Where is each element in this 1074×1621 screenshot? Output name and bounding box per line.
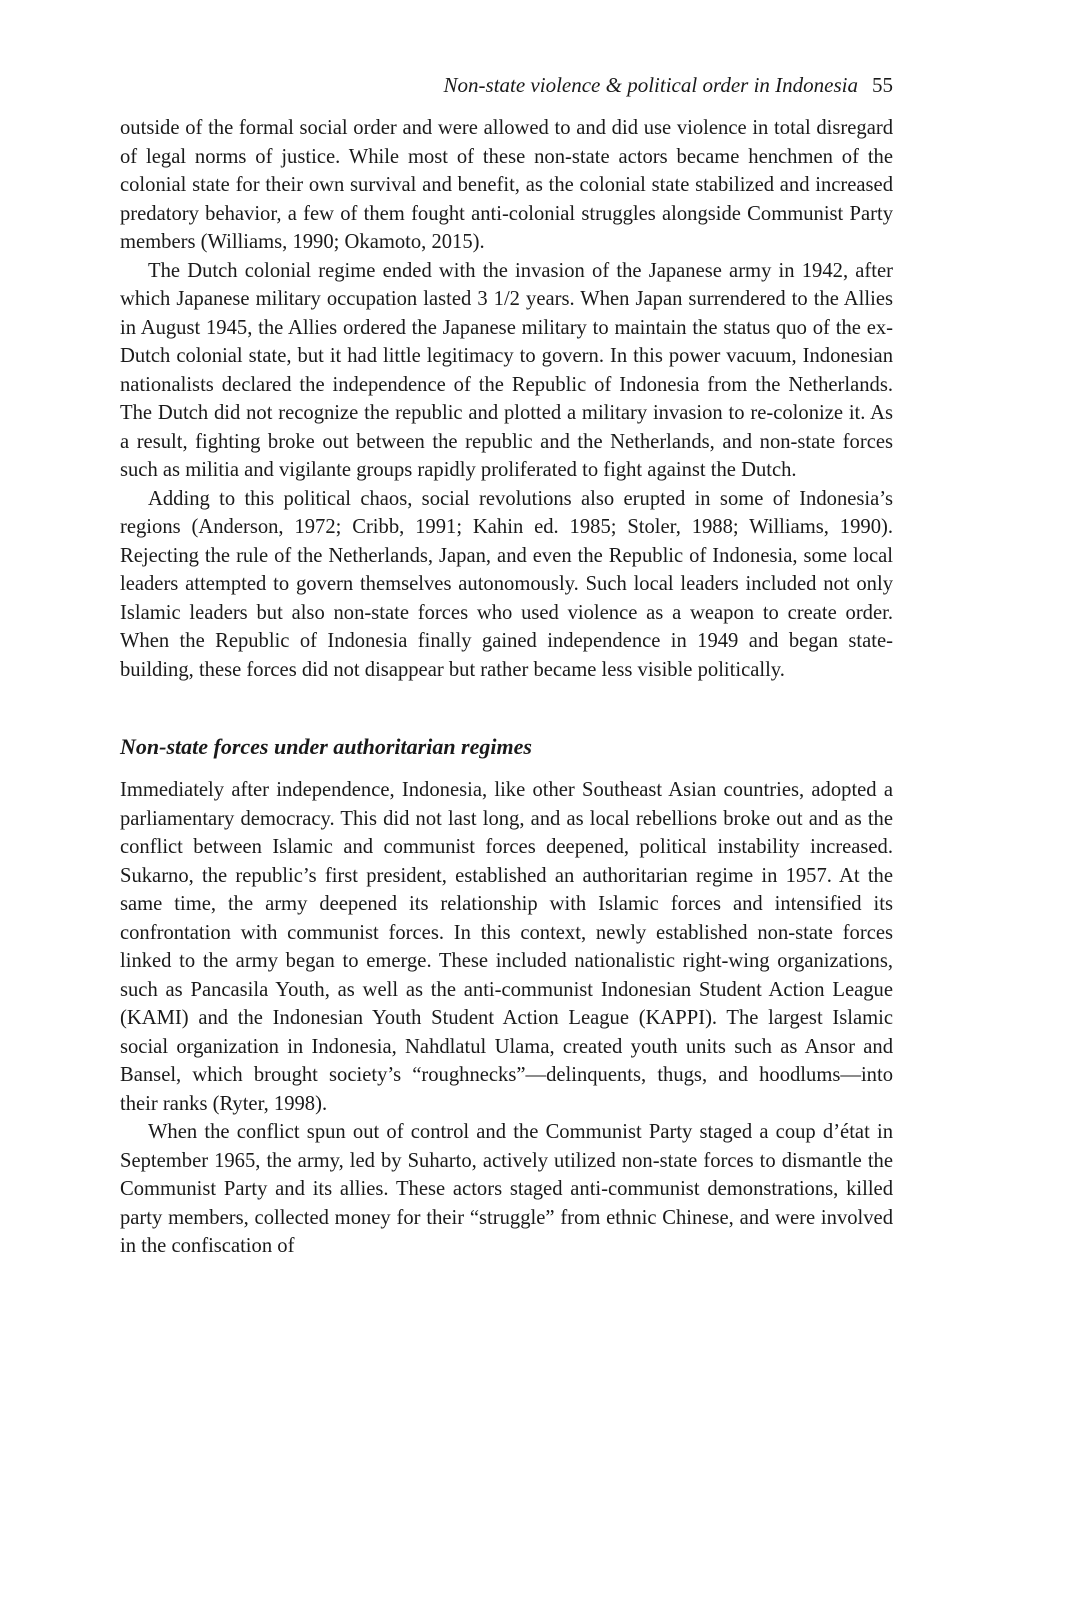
body-paragraph: Adding to this political chaos, social revolutions also erupted in some of Indonesia’s regions (Anderson, 1972; Cribb, 1991; Kahin ed. 1985; Stoler, 1988; Williams, 1990). Rejecting the rule of the Netherlands, Japan, and even the Republic of Indonesia, some local leaders attempted to govern themselves autonomously. Such local leaders included not only Islamic leaders but also non-state forces who used violence as a weapon to create order. When the Republic of Indonesia finally gained independence in 1949 and began state-building, these forces did not disappear but rather became less visible politically.: [120, 487, 893, 681]
body-paragraph: The Dutch colonial regime ended with the invasion of the Japanese army in 1942, after which Japanese military occupation lasted 3 1/2 years. When Japan surrendered to the Allies in August 1945, the Allies ordered the Japanese military to maintain the status quo of the ex-Dutch colonial state, but it had little legitimacy to govern. In this power vacuum, Indonesian nationalists declared the independence of the Republic of Indonesia from the Netherlands. The Dutch did not recognize the republic and plotted a military invasion to re-colonize it. As a result, fighting broke out between the republic and the Netherlands, and non-state forces such as militia and vigilante groups rapidly proliferated to fight against the Dutch.: [120, 259, 893, 481]
body-paragraph: Immediately after independence, Indonesia, like other Southeast Asian countries, adopted a parliamentary democracy. This did not last long, and as local rebellions broke out and as the conflict between Islamic and communist forces deepened, political instability increased. Sukarno, the republic’s first president, established an authoritarian regime in 1957. At the same time, the army deepened its relationship with Islamic forces and intensified its confrontation with communist forces. In this context, newly established non-state forces linked to the army began to emerge. These included nationalistic right-wing organizations, such as Pancasila Youth, as well as the anti-communist Indonesian Student Action League (KAMI) and the Indonesian Youth Student Action League (KAPPI). The largest Islamic social organization in Indonesia, Nahdlatul Ulama, created youth units such as Ansor and Bansel, which brought society’s “roughnecks”—delinquents, thugs, and hoodlums—into their ranks (Ryter, 1998).: [120, 779, 893, 1115]
book-page: [120, 70, 893, 1261]
running-head-title: Non-state violence & political order in Indonesia: [443, 73, 858, 97]
running-head: [120, 70, 893, 114]
body-paragraph: When the conflict spun out of control and the Communist Party staged a coup d’état in September 1965, the army, led by Suharto, actively utilized non-state forces to dismantle the Communist Party and its allies. These actors staged anti-communist demonstrations, killed party members, collected money for their “struggle” from ethnic Chinese, and were involved in the confiscation of: [120, 1121, 893, 1257]
body-paragraph: outside of the formal social order and were allowed to and did use violence in total disregard of legal norms of justice. While most of these non-state actors became henchmen of the colonial state for their own survival and benefit, as the colonial state stabilized and increased predatory behavior, a few of them fought anti-colonial struggles alongside Communist Party members (Williams, 1990; Okamoto, 2015).: [120, 117, 893, 253]
section-heading: Non-state forces under authoritarian regimes: [120, 734, 532, 759]
page-number: 55: [872, 73, 893, 97]
